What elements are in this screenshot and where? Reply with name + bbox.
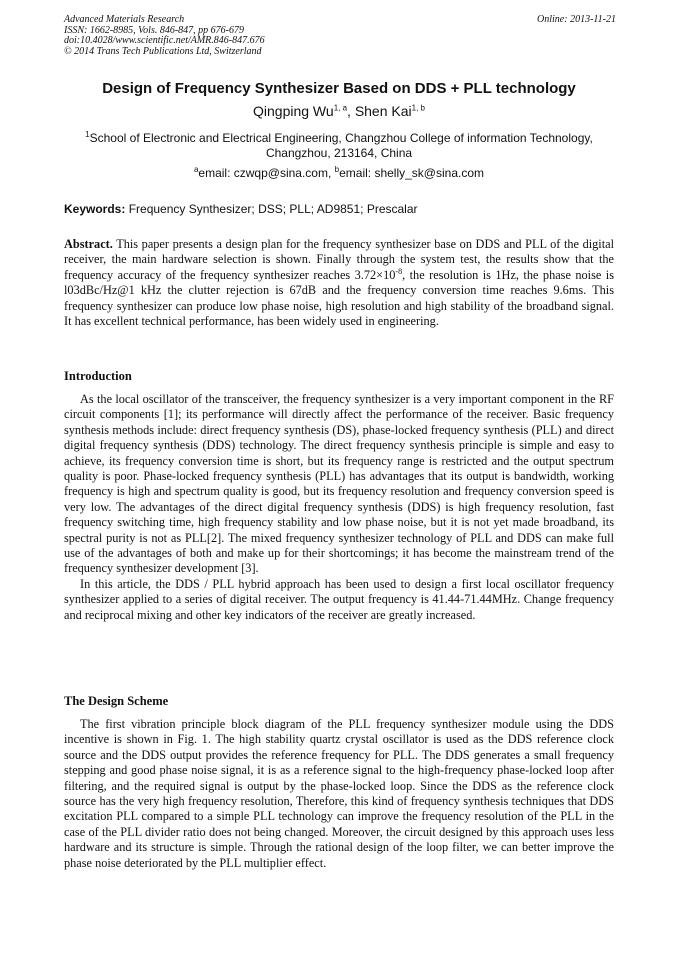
abstract-label: Abstract. — [64, 237, 113, 251]
affiliation-line: Changzhou, 213164, China — [265, 146, 413, 160]
design-body — [64, 717, 614, 871]
section-heading-design: The Design Scheme — [64, 694, 169, 708]
author-affiliation-mark: 1, b — [411, 103, 425, 113]
author-emails — [40, 166, 638, 180]
email-address: email: shelly_sk@sina.com — [339, 166, 485, 180]
section-heading-introduction: Introduction — [64, 369, 132, 383]
journal-issn: ISSN: 1662-8985, Vols. 846-847, pp 676-679 — [64, 24, 244, 36]
paragraph: In this article, the DDS / PLL hybrid approach has been used to design a first local oscillator frequency synthesizer applied to a series of digital receiver. The output frequency is 41.44-71.44MHz. Change frequency and reciprocal mixing and other key indicators of the receiver are greatly increased. — [64, 576, 614, 622]
journal-header — [64, 15, 616, 57]
author-name: Shen Kai — [354, 103, 412, 119]
paragraph: As the local oscillator of the transceiver, the frequency synthesizer is a very important component in the RF circuit components [1]; its performance will directly affect the performance of the receiver. Basic frequency synthesis methods include: direct frequency synthesis (DS), phase-locked frequency synthesis (PLL) and direct digital frequency synthesis (DDS) technology. The direct frequency synthesis principle is simple and easy to achieve, its frequency conversion time is short, but its frequency range is restricted and the output spectrum quality is poor. Phase-locked frequency synthesis (PLL) has advantages that its output is bandwidth, working frequency is high and spectrum quality is good, but its frequency resolution and frequency conversion speed is very low. The advantages of the direct digital frequency synthesis (DDS) is high frequency resolution, fast frequency switching time, high frequency stability and low phase noise, but it is not yet made broadband, its spectral purity is not as PLL[2]. The mixed frequency synthesizer technology of PLL and DDS can make full use of the advantages of both and make up for their shortcomings; it has become the mainstream trend of the frequency synthesizer development [3]. — [64, 392, 614, 576]
keywords-text: Frequency Synthesizer; DSS; PLL; AD9851; Prescalar — [125, 202, 418, 216]
author-affiliation-mark: 1, a — [333, 103, 348, 113]
email-mark: b — [334, 165, 340, 174]
abstract — [64, 237, 614, 329]
abstract-text: This paper presents a design plan for the frequency synthesizer base on DDS and PLL of the digital receiver, the main hardware selection is shown. Finally through the system test, the results show that the frequency accuracy of the frequency synthesizer reaches 3.72×10 — [64, 237, 614, 282]
author-name: Qingping Wu — [253, 103, 334, 119]
author-separator: , — [347, 103, 355, 119]
keywords — [64, 202, 624, 216]
paper-title: Design of Frequency Synthesizer Based on DDS + PLL technology — [102, 80, 576, 97]
journal-doi: doi:10.4028/www.scientific.net/AMR.846-847.676 — [64, 35, 265, 47]
email-address: email: czwqp@sina.com, — [198, 166, 335, 180]
affiliation-mark: 1 — [85, 130, 90, 139]
affiliation — [58, 131, 620, 161]
online-date: Online: 2013-11-21 — [537, 14, 616, 25]
author-list — [40, 103, 638, 119]
keywords-label: Keywords: — [64, 202, 126, 216]
affiliation-line: School of Electronic and Electrical Engineering, Changzhou College of information Technology, — [89, 131, 593, 145]
journal-copyright: © 2014 Trans Tech Publications Ltd, Switzerland — [64, 45, 262, 57]
introduction-body — [64, 392, 614, 623]
abstract-text: , the resolution is 1Hz, the phase noise is l03dBc/Hz@1 kHz the clutter rejection is 67dB and the frequency conversion time reaches 9.6ms. This frequency synthesizer can produce low phase noise, high resolution and high stability of the broadband signal. It has excellent technical performance, has been widely used in engineering. — [64, 267, 614, 329]
paragraph: The first vibration principle block diagram of the PLL frequency synthesizer module using the DDS incentive is shown in Fig. 1. The high stability quartz crystal oscillator is used as the DDS reference clock source and the DDS output provides the reference frequency for PLL. The DDS generates a small frequency stepping and good phase noise signal, it is as a reference signal to the high-frequency phase-locked loop after filtering, and the required signal is output by the phase-locked loop. Since the DDS as the reference clock source has the very high frequency resolution, Therefore, this kind of frequency synthesis techniques that DDS excitation PLL compared to a simple PLL technology can improve the frequency resolution of the PLL in the case of the PLL divider ratio does not being changed. Moreover, the circuit designed by this approach uses less hardware and its structure is simple. Through the rational design of the loop filter, we can better improve the phase noise deteriorated by the PLL multiplier effect. — [64, 717, 614, 870]
journal-name: Advanced Materials Research — [64, 14, 185, 25]
abstract-exponent: -8 — [395, 266, 403, 276]
email-mark: a — [193, 165, 199, 174]
